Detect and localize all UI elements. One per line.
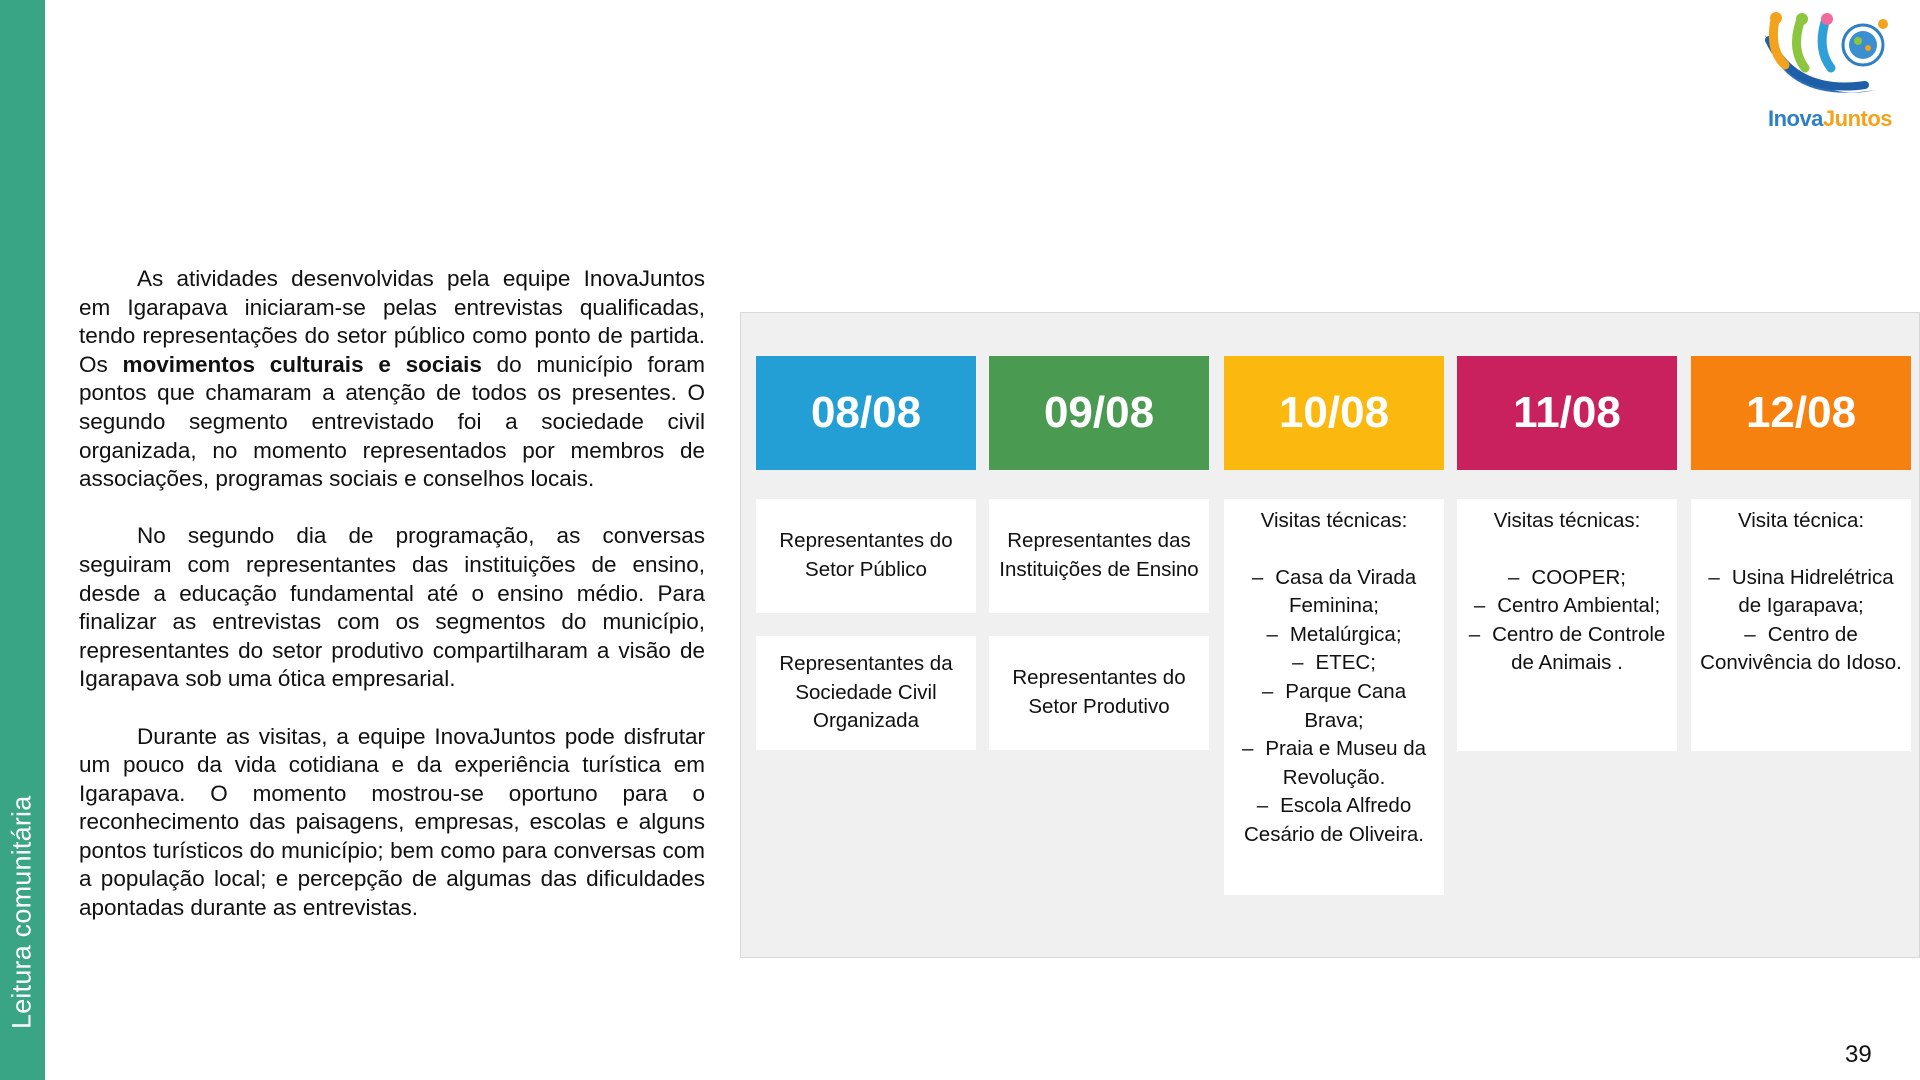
visit-list xyxy=(1463,564,1671,678)
page-number: 39 xyxy=(1845,1041,1872,1068)
list-item: – ETEC; xyxy=(1292,651,1376,675)
paragraph-1: As atividades desenvolvidas pela equipe InovaJuntos em Igarapava iniciaram-se pelas entrevistas qualificadas, tendo representações do setor público como ponto de partida. Os movimentos culturais e sociais do município foram pontos que chamaram a atenção de todos os presentes. O segundo segmento entrevistado foi a sociedade civil organizada, no momento representados por membros de associações, programas sociais e conselhos locais. xyxy=(79,266,706,492)
card-visitas-10-08 xyxy=(1224,499,1444,895)
card-heading: Visitas técnicas: xyxy=(1493,509,1641,532)
date-header: 10/08 xyxy=(1224,356,1444,470)
card-setor-produtivo: Representantes do Setor Produtivo xyxy=(989,636,1209,750)
date-header: 09/08 xyxy=(989,356,1209,470)
card-sociedade-civil: Representantes da Sociedade Civil Organizada xyxy=(756,636,976,750)
list-item: – Casa da Virada Feminina; xyxy=(1251,565,1417,618)
visit-list xyxy=(1230,564,1438,850)
card-instituicoes-ensino: Representantes das Instituições de Ensino xyxy=(989,499,1209,613)
list-item: – Parque Cana Brava; xyxy=(1261,679,1407,732)
list-item: – COOPER; xyxy=(1508,565,1626,589)
list-item: – Centro Ambiental; xyxy=(1473,594,1661,618)
card-heading: Visitas técnicas: xyxy=(1260,509,1408,532)
card-heading: Visita técnica: xyxy=(1737,509,1865,532)
side-bar xyxy=(0,0,45,1080)
card-visitas-11-08 xyxy=(1457,499,1677,751)
date-header: 11/08 xyxy=(1457,356,1677,470)
date-header: 08/08 xyxy=(756,356,976,470)
logo-icon xyxy=(1755,10,1905,110)
list-item: – Usina Hidrelétrica de Igarapava; xyxy=(1708,565,1894,618)
card-setor-publico: Representantes do Setor Público xyxy=(756,499,976,613)
body-text xyxy=(79,265,705,951)
list-item: – Escola Alfredo Cesário de Oliveira. xyxy=(1243,794,1424,846)
section-label: Leitura comunitária xyxy=(6,795,37,1029)
paragraph-3: Durante as visitas, a equipe InovaJuntos pode disfrutar um pouco da vida cotidiana e da experiência turística em Igarapava. O momento mostrou-se oportuno para o reconhecimento das paisagens, empresas, escolas e alguns pontos turísticos do município; bem como para conversas com a população local; e percepção de algumas das dificuldades apontadas durante as entrevistas. xyxy=(79,723,705,921)
list-item: – Centro de Controle de Animais . xyxy=(1468,622,1666,675)
visit-list xyxy=(1697,564,1905,678)
logo xyxy=(1755,10,1905,140)
date-header: 12/08 xyxy=(1691,356,1911,470)
list-item: – Praia e Museu da Revolução. xyxy=(1241,737,1427,789)
list-item: – Centro de Convivência do Idoso. xyxy=(1700,622,1902,675)
paragraph-2: No segundo dia de programação, as conversas seguiram com representantes das instituições de ensino, desde a educação fundamental até o ensino médio. Para finalizar as entrevistas com os segmentos do município, representantes do setor produtivo compartilharam a visão de Igarapava sob uma ótica empresarial. xyxy=(79,523,705,692)
card-visita-12-08 xyxy=(1691,499,1911,751)
list-item: – Metalúrgica; xyxy=(1266,622,1402,646)
logo-wordmark: InovaJuntos xyxy=(1767,106,1893,131)
